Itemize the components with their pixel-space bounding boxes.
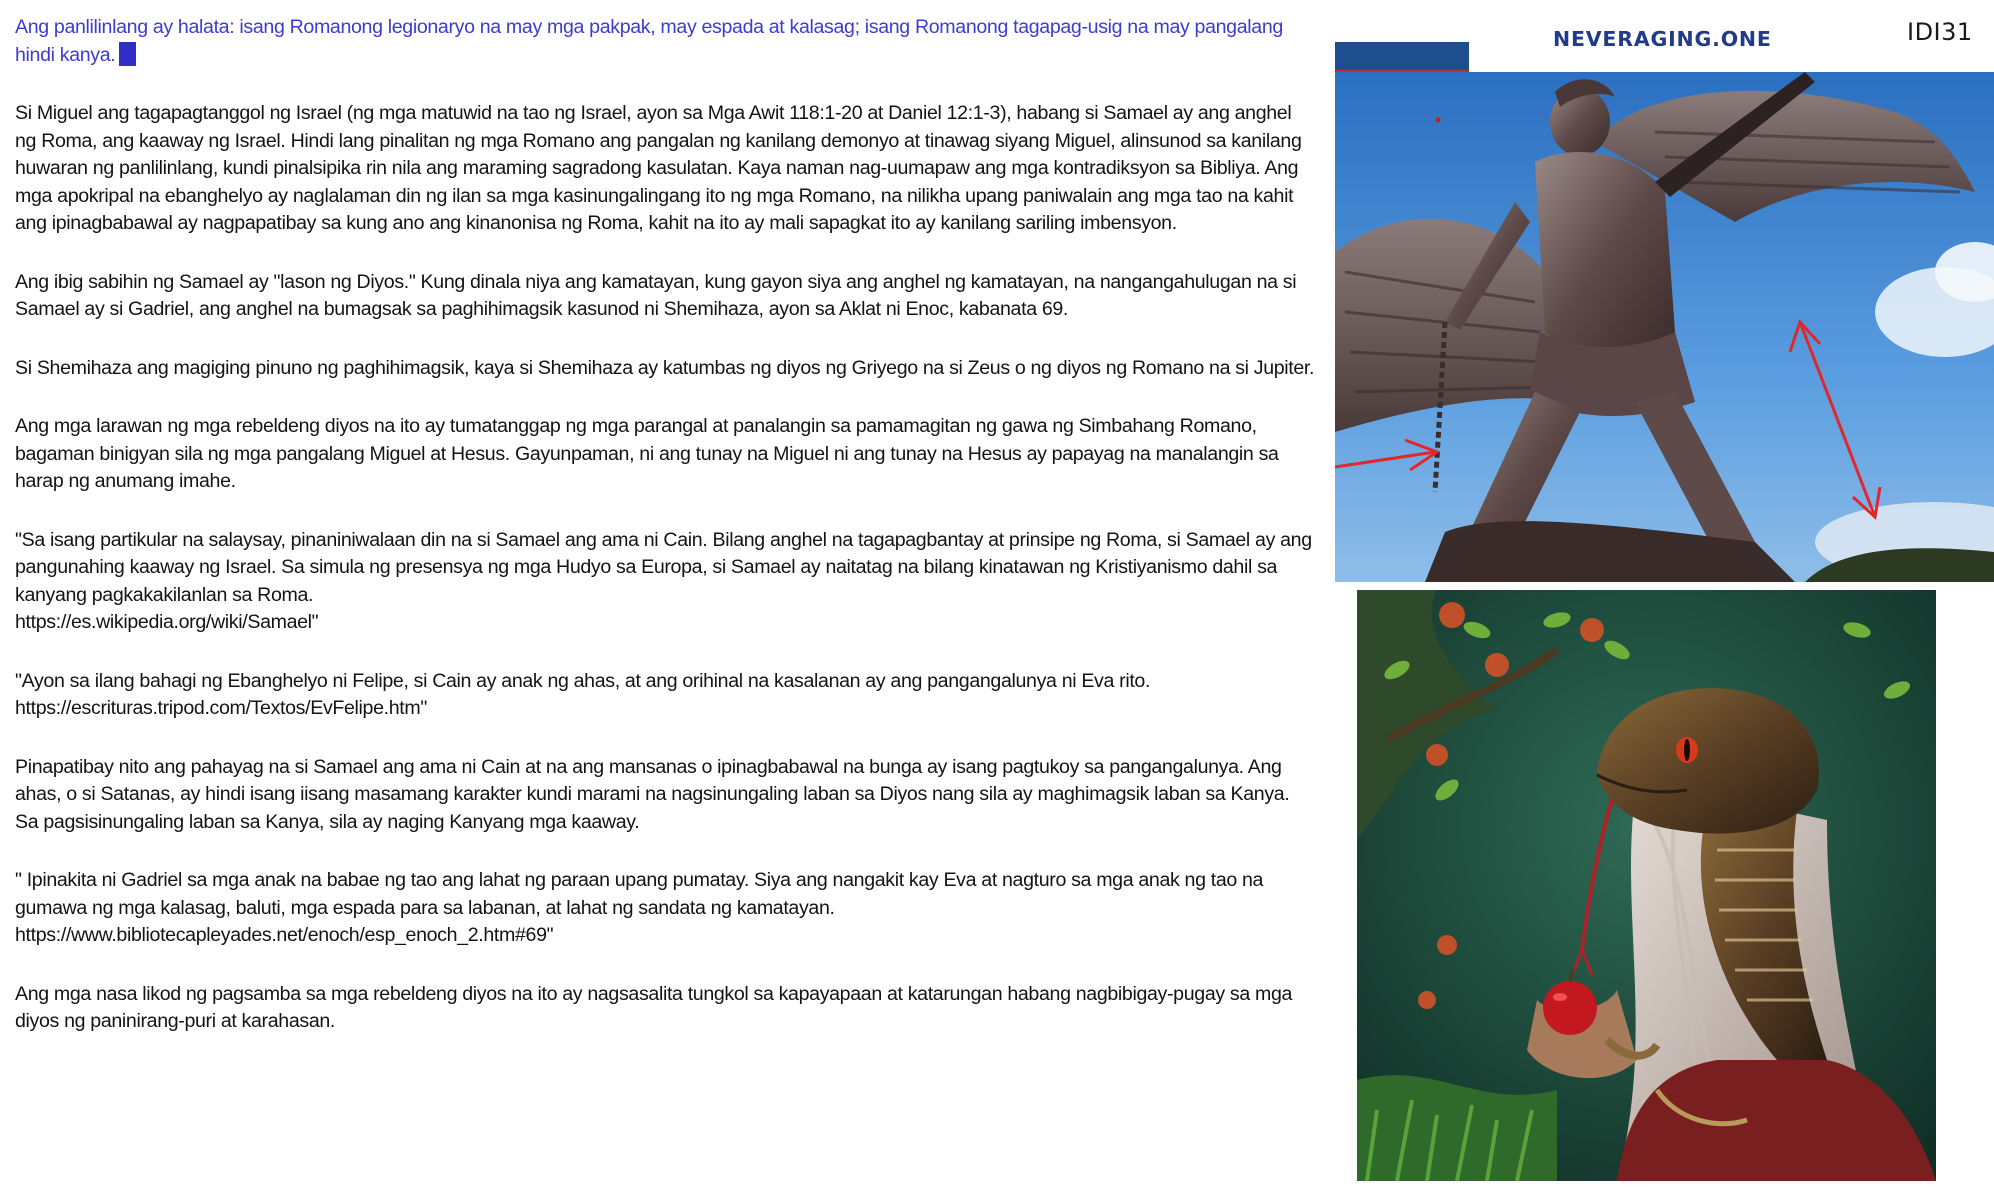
paragraph-3: Si Shemihaza ang magiging pinuno ng paghihimagsik, kaya si Shemihaza ay katumbas ng diyos ng Griyego na si Zeus o ng diyos ng Romano na si Jupiter. [15,356,1315,379]
article-text [15,14,1315,1067]
paragraph-7: Pinapatibay nito ang pahayag na si Samael ang ama ni Cain at na ang mansanas o ipinagbabawal na bunga ay isang pagtukoy sa pangangalunya. Ang ahas, o si Satanas, ay hindi isang iisang masamang karakter kundi marami na nagsinungaling laban sa Diyos nang sila ay maghimagsik laban sa Kanya. Sa pagsisinungaling laban sa Kanya, sila ay naging Kanyang mga kaaway. [15,755,1290,833]
image-tag: IDI31 [1907,18,1973,46]
paragraph-8-text: " Ipinakita ni Gadriel sa mga anak na babae ng tao ang lahat ng paraan upang pumatay. Siya ang nangakit kay Eva at nagturo sa mga anak ng tao na gumawa ng mga kalasag, baluti, mga espada para sa labanan, at lahat ng sandata ng kamatayan. [15,869,1264,919]
text-cursor [119,42,136,66]
paragraph-1: Si Miguel ang tagapagtanggol ng Israel (ng mga matuwid na tao ng Israel, ayon sa Mga Awit 118:1-20 at Daniel 12:1-3), habang si Samael ay ang anghel ng Roma, ang kaaway ng Israel. Hindi lang pinalitan ng mga Romano ang pangalan ng kanilang demonyo at tinawag siyang Miguel, alinsunod sa kanilang huwaran ng panlilinlang, kundi pinalsipika rin nila ang maraming sagradong kasulatan. Kaya naman nag-uumapaw ang mga kontradiksyon sa Bibliya. Ang mga apokripal na ebanghelyo ay naglalaman din ng ilan sa mga kasinungalingang ito ng mga Romano, na nilikha upang paniwalain ang mga tao na kahit ang ipinagbabawal ay nagpapatibay sa kung ano ang kinanonisa ng Roma, kahit na ito ay mali sapagkat ito ay kanilang sariling imbensyon. [15,102,1302,234]
brand-name[interactable]: NEVERAGING.ONE [1553,27,1772,51]
paragraph-4: Ang mga larawan ng mga rebeldeng diyos na ito ay tumatanggap ng mga parangal at panalangin sa pamamagitan ng gawa ng Simbahang Romano, bagaman binigyan sila ng mga pangalang Miguel at Hesus. Gayunpaman, ni ang tunay na Miguel ni ang tunay na Hesus ay papayag na manalangin sa harap ng anumang imahe. [15,415,1279,492]
paragraph-8 [15,867,1315,950]
serpent-with-apple-image [1357,590,1936,1181]
pleyades-link[interactable]: https://www.bibliotecapleyades.net/enoch/esp_enoch_2.htm#69" [15,924,554,946]
intro-paragraph [15,14,1315,69]
paragraph-6-text: "Ayon sa ilang bahagi ng Ebanghelyo ni Felipe, si Cain ay anak ng ahas, at ang orihinal na kasalanan ay ang pangangalunya ni Eva rito. [15,669,1151,692]
paragraph-6 [15,668,1315,723]
paragraph-5-text: "Sa isang partikular na salaysay, pinaniniwalaan din na si Samael ang ama ni Cain. Bilang anghel na tagapagbantay at prinsipe ng Roma, si Samael ay ang pangunahing kaaway ng Israel. Sa simula ng presensya ng mga Hudyo sa Europa, si Samael ay naitatag na bilang kinatawan ng Kristiyanismo dahil sa kanyang pagkakakilanlan sa Roma. [15,528,1312,606]
paragraph-2: Ang ibig sabihin ng Samael ay "lason ng Diyos." Kung dinala niya ang kamatayan, kung gayon siya ang anghel ng kamatayan, na nangangahulugan na si Samael ay si Gadriel, ang anghel na bumagsak sa paghihimagsik kasunod ni Shemihaza, ayon sa Aklat ni Enoc, kabanata 69. [15,270,1297,320]
tripod-link[interactable]: https://escrituras.tripod.com/Textos/EvFelipe.htm" [15,697,427,719]
intro-text: Ang panlilinlang ay halata: isang Romanong legionaryo na may mga pakpak, may espada at kalasag; isang Romanong tagapag-usig na may pangalang hindi kanya. [15,16,1283,66]
paragraph-9: Ang mga nasa likod ng pagsamba sa mga rebeldeng diyos na ito ay nagsasalita tungkol sa kapayapaan at katarungan habang nagbibigay-pugay sa mga diyos ng paninirang-puri at karahasan. [15,982,1293,1032]
wikipedia-link[interactable]: https://es.wikipedia.org/wiki/Samael" [15,611,319,633]
paragraph-5 [15,527,1315,637]
blue-banner-strip [1335,42,1469,72]
angel-statue-image [1335,72,1994,582]
